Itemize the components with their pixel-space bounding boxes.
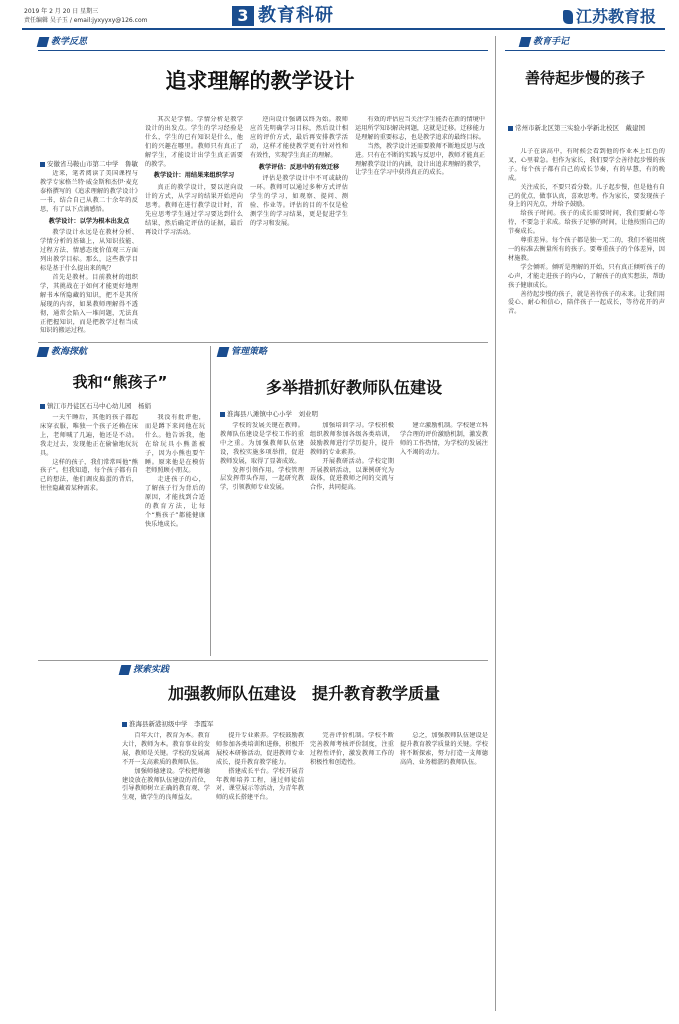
subheading: 教学评估：反思中的有效迁移 [258, 163, 340, 171]
top-article-col-1 [40, 170, 138, 335]
byline-marker-icon [40, 162, 45, 167]
header-rule [22, 28, 665, 30]
paragraph: 其次是学情。学情分析是教学设计的出发点。学生的学习经验是什么，学生的已有知识是什么，他们的兴趣在哪里。教师只有真正了解学生，才能设计出学生真正需要的教学。 [145, 116, 243, 168]
paragraph: 学会倾听。倾听是理解的开始，只有真正倾听孩子的心声，才能走进孩子的内心，了解孩子的真实想法，帮助孩子健康成长。 [508, 263, 665, 289]
paragraph: 学校的发展关键在教师。教师队伍建设是学校工作的重中之重。为加强教师队伍建设，我校实施多项举措，促进教师发展，取得了显著成效。 [220, 422, 304, 465]
byline-marker-icon [122, 722, 127, 727]
byline-marker-icon [220, 412, 225, 417]
paragraph: 有效的评估应当关注学生能否在新的情境中运用所学知识解决问题，这就是迁移。迁移能力是理解的重要标志，也是教学追求的最终目标。 [355, 116, 485, 141]
mid-right-article-col-2 [310, 422, 394, 654]
top-article-col-2 [145, 116, 243, 336]
tag-marker-icon [37, 347, 50, 357]
page-number-badge: 3 [232, 6, 254, 26]
paragraph: 发挥引领作用。学校管理层发挥带头作用，一起研究教学，引领教师专业发展。 [220, 466, 304, 492]
top-article-title: 追求理解的教学设计 [165, 69, 355, 93]
issue-date: 2019 年 2 月 20 日 星期三 [24, 8, 99, 15]
paragraph: 建立激励机制。学校建立科学合理的评价激励机制，激发教师的工作热情，为学校的发展注入不竭的动力。 [400, 422, 488, 456]
paragraph: 提升专业素养。学校鼓励教师参加各类培训和进修，积极开展校本研修活动，促进教师专业成长，提升教育教学能力。 [216, 732, 304, 766]
paragraph: 一天午睡后，其他的孩子都起床穿衣服，唯独一个孩子还赖在床上，老师喊了几遍，他还是不动。我走过去，发现他正在偷偷地玩玩具。 [40, 414, 138, 457]
paragraph: 教学设计永远是在教材分析、学情分析的基础上，从知识技能、过程方法、情感态度价值观三方面列出教学目标。那么，这些教学目标是基于什么提出来的呢？ [40, 229, 138, 273]
bottom-article-byline [122, 720, 214, 728]
paragraph: 加强培训学习。学校积极组织教师参加各级各类培训，鼓励教师进行学历提升，提升教师的专业素养。 [310, 422, 394, 456]
column-divider [495, 36, 496, 1011]
mid-left-article-byline [40, 402, 151, 410]
paragraph: 开展教研活动。学校定期开展教研活动，以课例研究为载体，促进教师之间的交流与合作，共同提高。 [310, 457, 394, 492]
byline-text: 淮海县八滩镇中心小学 刘业明 [227, 410, 318, 418]
section-tag-label: 教海探航 [51, 347, 88, 357]
section-tag-management [218, 346, 267, 358]
byline-text: 安徽省马鞍山市第二中学 鲁敏 [47, 160, 138, 168]
paragraph: 给孩子时间。孩子的成长需要时间，我们要耐心等待，不要急于求成。给孩子足够的时间，让他按照自己的节奏成长。 [508, 210, 665, 236]
paragraph: 当然，教学设计还需要教师不断地反思与改进。只有在不断的实践与反思中，教师才能真正理解教学设计的内涵，设计出追求理解的教学，让学生在学习中获得真正的成长。 [355, 142, 485, 177]
byline-text: 淮海县新港初级中学 李霞军 [129, 720, 214, 728]
paragraph: 评估是教学设计中不可或缺的一环。教师可以通过多种方式评估学生的学习，如观察、提问、测验、作业等。评估的目的不仅是检测学生的学习结果，更是促进学生的学习和发展。 [250, 175, 348, 227]
section-tag-label: 探索实践 [133, 665, 170, 675]
bottom-article-col-2 [216, 732, 304, 1012]
bottom-article-col-1 [122, 732, 210, 1012]
bottom-article-col-3 [310, 732, 394, 1012]
subheading: 教学设计：以学为根本出发点 [48, 217, 130, 225]
section-tag-label: 管理策略 [231, 347, 268, 357]
bottom-article-col-4 [400, 732, 488, 1012]
top-article-byline [40, 160, 138, 168]
paragraph: 完善评价机制。学校不断完善教师考核评价制度，注重过程性评价，激发教师工作的积极性和创造性。 [310, 732, 394, 766]
bottom-article-title: 加强教师队伍建设 提升教育教学质量 [167, 684, 440, 703]
paragraph: 儿子在读高中，有时候会看到他的作业本上红色的叉，心里着急。但作为家长，我们要学会善待起步慢的孩子。每个孩子都有自己的成长节奏，有的早慧，有的晚成。 [508, 148, 665, 182]
byline-marker-icon [508, 126, 513, 131]
section-rule [505, 50, 665, 51]
section-separator [38, 660, 488, 661]
mid-right-article-col-3 [400, 422, 488, 654]
page-title: 教育科研 [258, 5, 334, 26]
tag-marker-icon [519, 37, 532, 47]
top-article-col-4 [355, 116, 485, 336]
paragraph: 我没有批评他，而是蹲下来问他在玩什么。他告诉我，他在给玩具小熊盖被子，因为小熊也要午睡。原来他是在模仿老师照顾小朋友。 [145, 414, 205, 475]
paragraph: 尊重差异。每个孩子都是独一无二的，我们不能用统一的标准去衡量所有的孩子。要尊重孩子的个体差异，因材施教。 [508, 237, 665, 262]
byline-marker-icon [40, 404, 45, 409]
top-article-col-3 [250, 116, 348, 336]
section-tag-notes [520, 36, 569, 48]
tag-marker-icon [119, 665, 132, 675]
section-tag-explore [38, 346, 87, 358]
tag-marker-icon [217, 347, 230, 357]
column-divider [210, 346, 211, 656]
subheading: 教学设计：用结果来组织学习 [153, 172, 235, 180]
right-article-body [508, 148, 665, 1010]
paragraph: 这样的孩子，我们常常叫他“熊孩子”。但我知道，每个孩子都有自己的想法，他们调皮捣蛋的背后，往往隐藏着某种需求。 [40, 458, 138, 493]
logo-icon [563, 10, 573, 24]
paragraph: 关注成长，不要只看分数。儿子起步慢，但是他有自己的优点，做事认真，喜欢思考。作为家长，要发现孩子身上的闪光点，并给予鼓励。 [508, 183, 665, 209]
paragraph: 逆向设计强调以终为始。教师应首先明确学习目标，然后设计相应的评价方式，最后再安排教学活动，这样才能使教学更有针对性和有效性，实现学生真正的理解。 [250, 116, 348, 159]
paragraph: 首先是教材。目前教材的组织学，其挑战在于如何才能更好地理解书本所隐藏的知识，把不是其所展现的内容，如果教师理解得不透彻，通常会陷入一堆问题，无法真正把握知识，而是把教学过程当成知识的搬运过程。 [40, 273, 138, 335]
paragraph: 近来，笔者阅读了美国课程与教学专家格兰特·威金斯和杰伊·麦克泰格撰写的《追求理解的教学设计》一书，结合自己从教二十余年的反思，有了以下点滴感悟。 [40, 170, 138, 213]
byline-text: 镇江市丹徒区石马中心幼儿园 杨娟 [47, 402, 151, 410]
section-tag-label: 教育手记 [533, 37, 570, 47]
paragraph: 走进孩子的心，了解孩子行为背后的原因，才能找到合适的教育方法，让每个“熊孩子”都能健康快乐地成长。 [145, 476, 205, 528]
paragraph: 搭建成长平台。学校开展青年教师培养工程，通过师徒结对、课堂展示等活动，为青年教师的成长搭建平台。 [216, 767, 304, 802]
mid-right-article-title: 多举措抓好教师队伍建设 [265, 378, 442, 397]
mid-left-article-col-2 [145, 414, 205, 654]
mid-left-article-col-1 [40, 414, 138, 654]
section-rule [38, 50, 488, 51]
section-tag-reflection [38, 36, 87, 48]
section-tag-label: 教学反思 [51, 37, 88, 47]
section-separator [38, 342, 488, 343]
editor-line: 责任编辑 吴子玉 / email:jyxyyxy@126.com [24, 17, 148, 24]
mid-right-article-col-1 [220, 422, 304, 654]
mid-left-article-title: 我和“熊孩子” [72, 373, 168, 391]
mid-right-article-byline [220, 410, 318, 418]
tag-marker-icon [37, 37, 50, 47]
paragraph: 真正的教学设计，要以逆向设计的方式，从学习的结果开始逆向思考。教师在进行教学设计时，首先应思考学生通过学习要达到什么结果，然后确定评估的证据，最后再设计学习活动。 [145, 184, 243, 236]
paragraph: 百年大计，教育为本。教育大计，教师为本。教育事业的发展，教师是关键。学校的发展离不开一支高素质的教师队伍。 [122, 732, 210, 766]
paragraph: 加强师德建设。学校把师德建设放在教师队伍建设的首位，引导教师树立正确的教育观、学生观，做学生的良师益友。 [122, 767, 210, 802]
newspaper-logo [563, 7, 656, 27]
paragraph: 总之，加强教师队伍建设是提升教育教学质量的关键。学校将不断探索，努力打造一支师德高尚、业务精湛的教师队伍。 [400, 732, 488, 766]
right-article-title: 善待起步慢的孩子 [524, 69, 645, 87]
paper-name: 江苏教育报 [576, 7, 657, 26]
paragraph: 善待起步慢的孩子，就是善待孩子的未来。让我们用爱心、耐心和信心，陪伴孩子一起成长，等待花开的声音。 [508, 290, 665, 316]
byline-text: 常州市新北区第三实验小学新北校区 戴建国 [515, 124, 645, 132]
right-article-byline [508, 124, 663, 132]
section-tag-practice [120, 664, 169, 676]
